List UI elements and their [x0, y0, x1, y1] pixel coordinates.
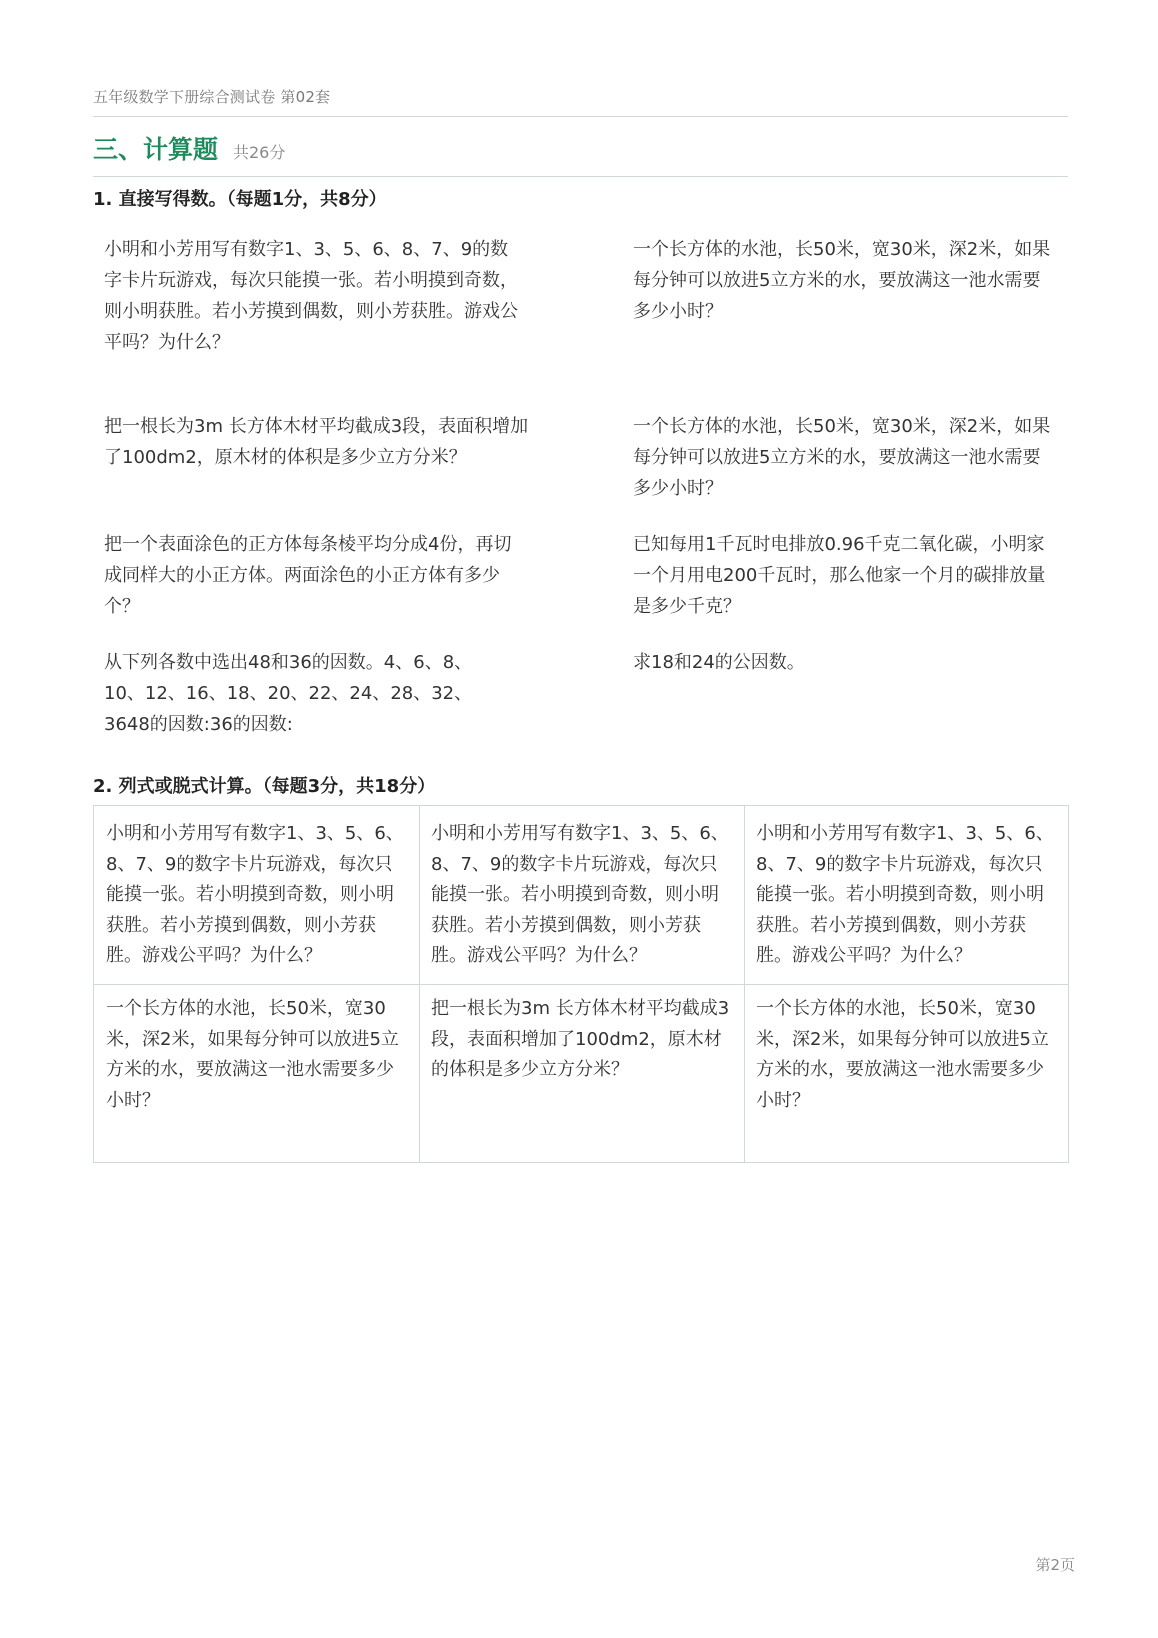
question-2: 一个长方体的水池，长50米，宽30米，深2米，如果每分钟可以放进5立方米的水，要放满这一池水需要多少小时？	[633, 239, 1051, 322]
part1-title: 1. 直接写得数。（每题1分，共8分）	[93, 189, 387, 210]
section-title: 三、计算题	[93, 135, 219, 164]
grid-cell-3: 小明和小芳用写有数字1、3、5、6、8、7、9的数字卡片玩游戏，每次只能摸一张。若小明摸到奇数，则小明获胜。若小芳摸到偶数，则小芳获胜。游戏公平吗？为什么？	[756, 823, 1054, 966]
question-4: 一个长方体的水池，长50米，宽30米，深2米，如果每分钟可以放进5立方米的水，要放满这一池水需要多少小时？	[633, 416, 1051, 499]
question-7: 从下列各数中选出48和36的因数。4、6、8、10、12、16、18、20、22、24、28、32、3648的因数:36的因数:	[104, 652, 473, 735]
question-8: 求18和24的公因数。	[633, 652, 805, 673]
grid-divider-horizontal	[94, 984, 1068, 985]
section-score: 共26分	[233, 143, 286, 162]
question-5: 把一个表面涂色的正方体每条棱平均分成4份，再切成同样大的小正方体。两面涂色的小正方体有多少个？	[104, 534, 512, 617]
grid-cell-5: 把一根长为3m 长方体木材平均截成3段，表面积增加了100dm2，原木材的体积是多少立方分米？	[431, 998, 730, 1080]
grid-cell-4: 一个长方体的水池，长50米，宽30米，深2米，如果每分钟可以放进5立方米的水，要放满这一池水需要多少小时？	[106, 998, 399, 1111]
document-title: 五年级数学下册综合测试卷 第02套	[93, 88, 331, 106]
calculation-grid	[93, 805, 1069, 1163]
grid-cell-2: 小明和小芳用写有数字1、3、5、6、8、7、9的数字卡片玩游戏，每次只能摸一张。若小明摸到奇数，则小明获胜。若小芳摸到偶数，则小芳获胜。游戏公平吗？为什么？	[431, 823, 729, 966]
question-3: 把一根长为3m 长方体木材平均截成3段，表面积增加了100dm2，原木材的体积是多少立方分米？	[104, 416, 529, 468]
grid-cell-6: 一个长方体的水池，长50米，宽30米，深2米，如果每分钟可以放进5立方米的水，要放满这一池水需要多少小时？	[756, 998, 1049, 1111]
section-heading	[93, 130, 1068, 177]
part2-title: 2. 列式或脱式计算。（每题3分，共18分）	[93, 776, 436, 797]
page-header	[93, 86, 1068, 117]
question-6: 已知每用1千瓦时电排放0.96千克二氧化碳，小明家一个月用电200千瓦时，那么他家一个月的碳排放量是多少千克？	[633, 534, 1046, 617]
question-1: 小明和小芳用写有数字1、3、5、6、8、7、9的数字卡片玩游戏，每次只能摸一张。若小明摸到奇数，则小明获胜。若小芳摸到偶数，则小芳获胜。游戏公平吗？为什么？	[104, 239, 518, 353]
page-number: 第2页	[1035, 1556, 1075, 1574]
grid-cell-1: 小明和小芳用写有数字1、3、5、6、8、7、9的数字卡片玩游戏，每次只能摸一张。若小明摸到奇数，则小明获胜。若小芳摸到偶数，则小芳获胜。游戏公平吗？为什么？	[106, 823, 404, 966]
